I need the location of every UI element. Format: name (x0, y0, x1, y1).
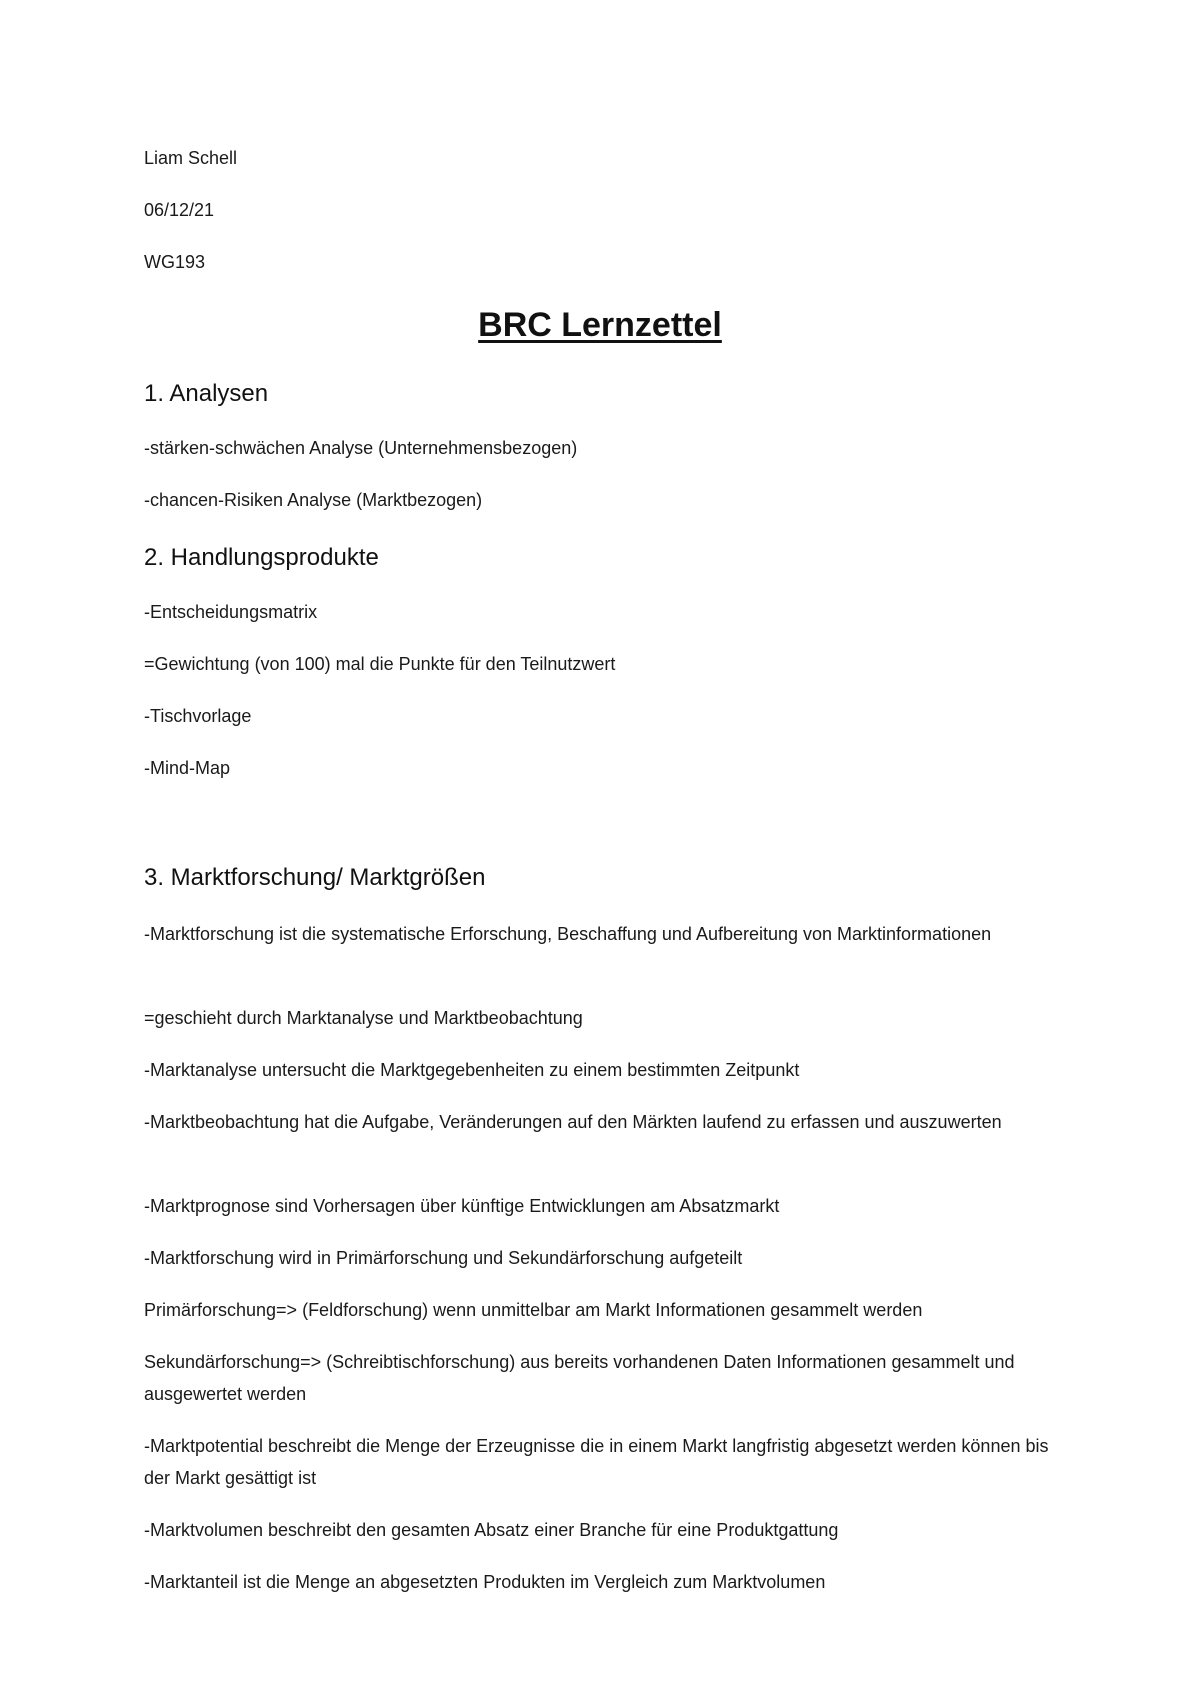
document-date: 06/12/21 (144, 200, 215, 220)
text-line: =Gewichtung (von 100) mal die Punkte für den Teilnutzwert (144, 654, 616, 674)
text-line: -Mind-Map (144, 758, 231, 778)
section-heading-handlungsprodukte: 2. Handlungsprodukte (144, 544, 379, 571)
text-line: -Marktforschung wird in Primärforschung und Sekundärforschung aufgeteilt (144, 1248, 743, 1268)
section-heading-marktforschung: 3. Marktforschung/ Marktgrößen (144, 864, 486, 891)
text-line: Primärforschung=> (Feldforschung) wenn unmittelbar am Markt Informationen gesammelt werden (144, 1300, 923, 1320)
text-line: -Tischvorlage (144, 706, 252, 726)
text-line: -Marktanalyse untersucht die Marktgegebenheiten zu einem bestimmten Zeitpunkt (144, 1060, 800, 1080)
text-paragraph: -Marktpotential beschreibt die Menge der Erzeugnisse die in einem Markt langfristig abgesetzt werden können bis der Markt gesättigt ist (144, 1436, 1049, 1488)
text-line: =geschieht durch Marktanalyse und Marktbeobachtung (144, 1008, 583, 1028)
text-line: -stärken-schwächen Analyse (Unternehmensbezogen) (144, 438, 578, 458)
text-line: -Marktprognose sind Vorhersagen über künftige Entwicklungen am Absatzmarkt (144, 1196, 780, 1216)
text-line: -Marktanteil ist die Menge an abgesetzten Produkten im Vergleich zum Marktvolumen (144, 1572, 826, 1592)
text-paragraph: -Marktbeobachtung hat die Aufgabe, Veränderungen auf den Märkten laufend zu erfassen und auszuwerten (144, 1112, 1002, 1132)
section-heading-analysen: 1. Analysen (144, 380, 269, 407)
page-title: BRC Lernzettel (478, 306, 722, 344)
text-line: -Entscheidungsmatrix (144, 602, 318, 622)
text-paragraph: -Marktforschung ist die systematische Erforschung, Beschaffung und Aufbereitung von Marktinformationen (144, 924, 992, 944)
class-code: WG193 (144, 252, 206, 272)
author-name: Liam Schell (144, 148, 238, 168)
text-line: -Marktvolumen beschreibt den gesamten Absatz einer Branche für eine Produktgattung (144, 1520, 839, 1540)
text-paragraph: Sekundärforschung=> (Schreibtischforschung) aus bereits vorhandenen Daten Informationen gesammelt und ausgewertet werden (144, 1352, 1015, 1404)
text-line: -chancen-Risiken Analyse (Marktbezogen) (144, 490, 483, 510)
